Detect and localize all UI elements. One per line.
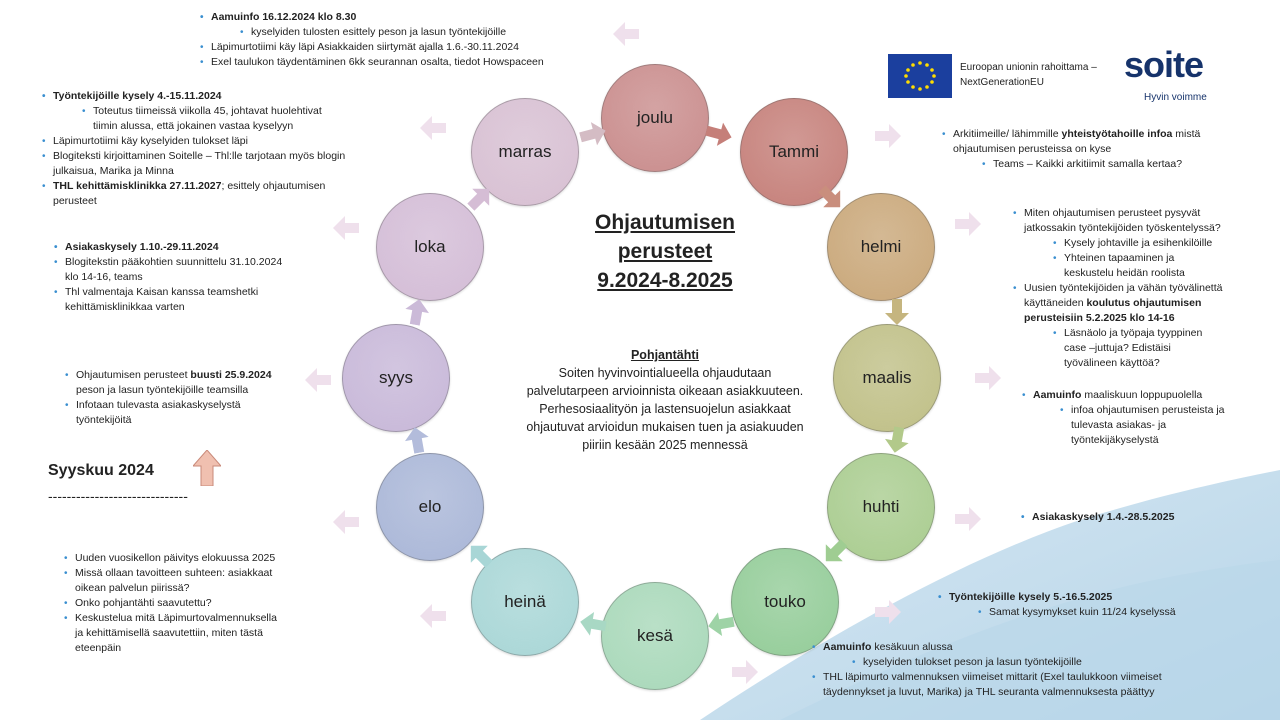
note-text: Aamuinfo (1033, 389, 1082, 401)
month-label: heinä (504, 592, 546, 611)
note-item (1053, 326, 1273, 371)
month-label: marras (498, 142, 552, 161)
note-april (1021, 510, 1261, 525)
note-text: Infotaan tulevasta asiakaskyselystä (76, 399, 241, 411)
note-item (82, 104, 407, 134)
note-item: • kyselyiden tulokset peson ja lasun työntekijöille (852, 655, 1232, 670)
arrow-kesa-heina-icon (578, 610, 608, 638)
eu-text-line2: NextGenerationEU (960, 77, 1044, 88)
note-text: tulevasta asiakas- ja (1071, 419, 1167, 431)
month-label: joulu (637, 108, 673, 127)
month-label: Tammi (768, 142, 820, 161)
pointer-jul-icon (420, 604, 446, 628)
note-text: ja kehittämisellä saavutettiin, miten tästä (75, 627, 263, 639)
note-text: buusti 25.9.2024 (190, 369, 272, 381)
note-text: julkaisua, Marika ja Minna (53, 165, 174, 177)
note-item: • Työntekijöille kysely 5.-16.5.2025 (938, 590, 1238, 605)
note-item (1053, 251, 1273, 281)
pointer-oct-icon (333, 216, 359, 240)
note-september (65, 368, 325, 428)
start-label: Syyskuu 2024 (48, 462, 154, 479)
note-text: täydennykset ja luvut, Marika) ja THL seuranta valmennuksesta päättyy (823, 686, 1155, 698)
note-text: Toteutus tiimeissä viikolla 45, johtavat huolehtivat (93, 105, 322, 117)
note-item: • Läpimurtotiimi käy läpi Asiakkaiden siirtymät ajalla 1.6.-30.11.2024 (200, 40, 610, 55)
note-text: Ohjautumisen perusteet (76, 369, 191, 381)
pohjantahti-line: palvelutarpeen arvioinnista oikeaan asiakkuuteen. (526, 384, 804, 398)
note-text: Läsnäolo ja työpaja tyyppinen (1064, 327, 1203, 339)
note-item: • Teams – Kaikki arkitiimit samalla kertaa? (982, 157, 1272, 172)
pointer-mar-icon (975, 366, 1001, 390)
note-text: infoa ohjautumisen perusteista ja (1071, 404, 1225, 416)
pohjantahti-line: Perhesosiaalityön ja lastensuojelun asiakkaat (539, 402, 791, 416)
month-label: syys (379, 368, 413, 387)
pohjantahti-heading: Pohjantähti (630, 348, 700, 362)
note-item (942, 127, 1272, 157)
note-item: • Uuden vuosikellon päivitys elokuussa 2025 (64, 551, 334, 566)
note-text: Keskustelua mitä Läpimurtovalmennuksella (75, 612, 277, 624)
note-text: jatkossakin työntekijöiden työskentelyssä? (1024, 222, 1221, 234)
month-label: touko (764, 592, 806, 611)
note-text: tiimin alussa, että jokainen vastaa kyselyyn (93, 120, 294, 132)
note-item (65, 398, 325, 428)
pointer-jun-icon (732, 660, 758, 684)
note-item (1022, 388, 1272, 403)
note-text: kehittämisklinikkaa varten (65, 301, 185, 313)
eu-funding-text (960, 60, 1097, 90)
pointer-nov-icon (420, 116, 446, 140)
note-january (942, 127, 1272, 172)
note-text: ; esittely ohjautumisen (221, 180, 326, 192)
note-text: THL kehittämisklinikka 27.11.2027 (53, 180, 222, 192)
note-text: Thl valmentaja Kaisan kanssa teamshetki (65, 286, 259, 298)
note-item: • Asiakaskysely 1.4.-28.5.2025 (1021, 510, 1261, 525)
note-text: maaliskuun loppupuolella (1081, 389, 1203, 401)
title-line-1: Ohjautumisen (594, 211, 736, 234)
month-elo (376, 453, 484, 561)
note-text: ohjautumisen perusteissa on kyse (953, 143, 1112, 155)
note-item: • Aamuinfo 16.12.2024 klo 8.30 (200, 10, 610, 25)
arrow-elo-syys-icon (403, 425, 431, 455)
note-text: Uusien työntekijöiden ja vähän työvälinettä (1024, 282, 1223, 294)
note-text: käyttäneiden (1024, 297, 1087, 309)
note-item: • Työntekijöille kysely 4.-15.11.2024 (42, 89, 407, 104)
note-text: klo 14-16, teams (65, 271, 143, 283)
note-text: Blogitekstin pääkohtien suunnittelu 31.10.2024 (65, 256, 283, 268)
note-text: yhteistyötahoille infoa (1061, 128, 1173, 140)
note-text: perusteisiin 5.2.2025 klo 14-16 (1024, 312, 1175, 324)
note-august (64, 551, 334, 656)
pointer-dec-icon (613, 22, 639, 46)
note-item (64, 611, 334, 656)
title-line-2: perusteet (617, 240, 713, 263)
note-november (42, 89, 407, 209)
note-june (812, 640, 1232, 700)
note-text: Blogiteksti kirjoittaminen Soitelle – Thl:lle tarjotaan myös blogin (53, 150, 346, 162)
note-item: • kyselyiden tulosten esittely peson ja lasun työntekijöille (240, 25, 610, 40)
month-label: huhti (862, 497, 900, 516)
month-kesa (601, 582, 709, 690)
note-february (1013, 206, 1273, 371)
pointer-jan-icon (875, 124, 901, 148)
month-label: kesä (637, 626, 673, 645)
note-item (1013, 281, 1273, 326)
title-line-3: 9.2024-8.2025 (597, 269, 733, 292)
note-item (64, 566, 334, 596)
month-loka (376, 193, 484, 301)
note-text: Aamuinfo (823, 641, 872, 653)
note-text: Yhteinen tapaaminen ja (1064, 252, 1175, 264)
month-label: elo (418, 497, 442, 516)
note-text: koulutus ohjautumisen (1086, 297, 1202, 309)
month-label: loka (414, 237, 446, 256)
soite-tagline: Hyvin voimme (1144, 92, 1207, 103)
note-item: • Exel taulukon täydentäminen 6kk seurannan osalta, tiedot Howspaceen (200, 55, 610, 70)
note-item (812, 670, 1232, 700)
month-joulu (601, 64, 709, 172)
arrow-touko-kesa-icon (706, 610, 736, 638)
note-item (1060, 403, 1272, 448)
note-text: mistä (1172, 128, 1201, 140)
pointer-apr-icon (955, 507, 981, 531)
note-item (812, 640, 1232, 655)
note-item: • Kysely johtaville ja esihenkilöille (1053, 236, 1273, 251)
month-helmi (827, 193, 935, 301)
pohjantahti-line: piiriin kesään 2025 mennessä (582, 438, 748, 452)
note-text: työntekijäkyselystä (1071, 434, 1159, 446)
pohjantahti-line: Soiten hyvinvointialueella ohjaudutaan (558, 366, 772, 380)
note-text: oikean palvelun piirissä? (75, 582, 190, 594)
note-text: Missä ollaan tavoitteen suhteen: asiakkaat (75, 567, 273, 579)
month-label: helmi (860, 237, 902, 256)
note-text: perusteet (53, 195, 97, 207)
month-maalis (833, 324, 941, 432)
note-text: Arkitiimeille/ lähimmille (953, 128, 1062, 140)
note-march (1022, 388, 1272, 448)
up-arrow-icon (193, 450, 221, 486)
note-text: case –juttuja? Edistäisi (1064, 342, 1171, 354)
note-item (54, 255, 344, 285)
note-item: • Asiakaskysely 1.10.-29.11.2024 (54, 240, 344, 255)
note-item: • Läpimurtotiimi käy kyselyiden tulokset läpi (42, 134, 407, 149)
note-text: kesäkuun alussa (871, 641, 953, 653)
arrow-helmi-maalis-icon (885, 299, 909, 325)
note-item (42, 179, 407, 209)
note-text: eteenpäin (75, 642, 122, 654)
month-label: maalis (862, 368, 912, 387)
note-item (54, 285, 344, 315)
note-item (65, 368, 325, 398)
note-text: Miten ohjautumisen perusteet pysyvät (1024, 207, 1201, 219)
month-syys (342, 324, 450, 432)
pointer-may-icon (875, 600, 901, 624)
eu-flag-icon (888, 54, 952, 98)
arrow-maalis-huhti-icon (883, 425, 911, 455)
note-text: työvälineen käyttöä? (1064, 357, 1160, 369)
note-october (54, 240, 344, 315)
note-text: peson ja lasun työntekijöille teamsilla (76, 384, 249, 396)
note-may (938, 590, 1238, 620)
note-item: • Samat kysymykset kuin 11/24 kyselyssä (978, 605, 1238, 620)
note-text: työntekijöitä (76, 414, 132, 426)
pointer-feb-icon (955, 212, 981, 236)
note-item (1013, 206, 1273, 236)
arrow-syys-loka-icon (403, 297, 431, 327)
soite-logo: soite (1124, 44, 1204, 85)
page-title (570, 208, 760, 295)
start-dashes: ------------------------------ (48, 488, 188, 504)
note-text: THL läpimurto valmennuksen viimeiset mittarit (Exel taulukkoon viimeiset (823, 671, 1162, 683)
note-item (42, 149, 407, 179)
pohjantahti-block (490, 346, 840, 454)
note-item: • Onko pohjantähti saavutettu? (64, 596, 334, 611)
note-december (200, 10, 610, 70)
note-text: keskustelu heidän roolista (1064, 267, 1185, 279)
pohjantahti-line: ohjautuvat arvioidun mukaisen tuen ja asiakuuden (526, 420, 804, 434)
eu-text-line1: Euroopan unionin rahoittama – (960, 62, 1097, 73)
pointer-aug-icon (333, 510, 359, 534)
